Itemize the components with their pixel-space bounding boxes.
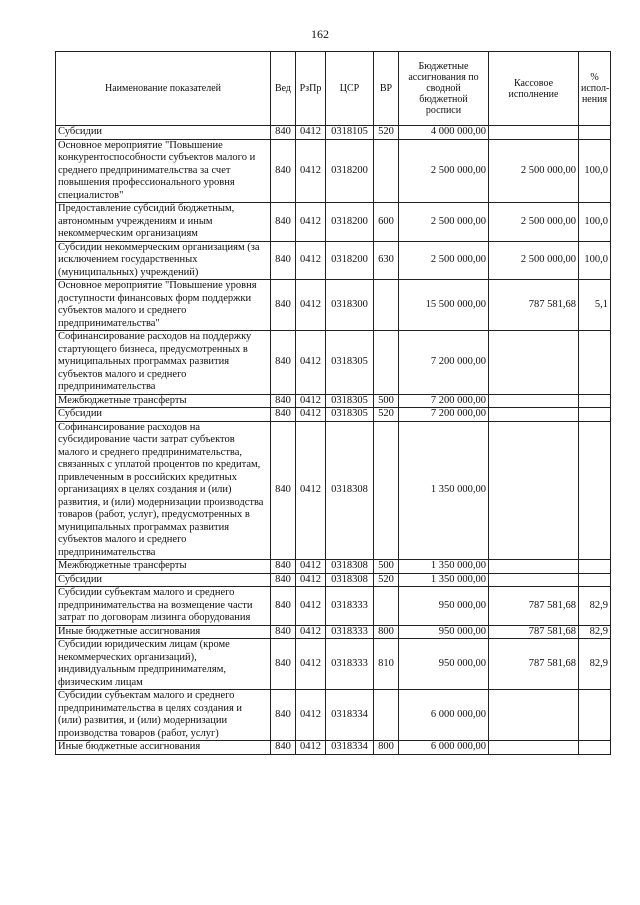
cell-vr [374,690,399,741]
cell-vr: 500 [374,394,399,408]
table-row [56,741,611,755]
cell-csr: 0318333 [326,587,374,626]
cell-rzpr: 0412 [296,741,326,755]
cell-cash [489,741,579,755]
cell-cash: 787 581,68 [489,639,579,690]
cell-percent: 100,0 [579,139,611,203]
cell-rzpr: 0412 [296,639,326,690]
cell-amount: 950 000,00 [399,587,489,626]
cell-cash [489,394,579,408]
table-row [56,241,611,280]
cell-cash [489,126,579,140]
cell-vr: 800 [374,625,399,639]
cell-ved: 840 [271,331,296,395]
cell-csr: 0318105 [326,126,374,140]
cell-name: Софинансирование расходов на поддержку стартующего бизнеса, предусмотренных в муниципальных программах развития субъектов малого и среднего предпринимательства [56,331,271,395]
cell-amount: 1 350 000,00 [399,560,489,574]
cell-vr [374,587,399,626]
cell-amount: 1 350 000,00 [399,421,489,560]
header-csr: ЦСР [326,52,374,126]
cell-ved: 840 [271,241,296,280]
cell-vr: 630 [374,241,399,280]
cell-rzpr: 0412 [296,394,326,408]
cell-vr: 500 [374,560,399,574]
table-header-row [56,52,611,126]
cell-csr: 0318305 [326,408,374,422]
cell-cash [489,331,579,395]
cell-cash [489,408,579,422]
cell-rzpr: 0412 [296,587,326,626]
cell-ved: 840 [271,203,296,242]
cell-cash [489,690,579,741]
cell-rzpr: 0412 [296,408,326,422]
header-percent: % испол-нения [579,52,611,126]
table-row [56,573,611,587]
cell-csr: 0318308 [326,560,374,574]
cell-percent [579,126,611,140]
table-row [56,587,611,626]
cell-amount: 2 500 000,00 [399,203,489,242]
cell-rzpr: 0412 [296,625,326,639]
cell-ved: 840 [271,625,296,639]
cell-percent [579,421,611,560]
cell-name: Межбюджетные трансферты [56,560,271,574]
cell-percent: 82,9 [579,625,611,639]
cell-amount: 4 000 000,00 [399,126,489,140]
cell-cash: 787 581,68 [489,280,579,331]
cell-name: Субсидии субъектам малого и среднего предпринимательства в целях создания и (или) развития, и (или) модернизации производства товаров (работ, услуг) [56,690,271,741]
cell-amount: 6 000 000,00 [399,690,489,741]
cell-vr: 520 [374,126,399,140]
table-row [56,331,611,395]
cell-cash: 2 500 000,00 [489,203,579,242]
cell-percent: 5,1 [579,280,611,331]
cell-name: Субсидии субъектам малого и среднего предпринимательства на возмещение части затрат по договорам лизинга оборудования [56,587,271,626]
table-row [56,408,611,422]
table-row [56,203,611,242]
cell-csr: 0318334 [326,690,374,741]
cell-csr: 0318200 [326,203,374,242]
cell-amount: 7 200 000,00 [399,394,489,408]
cell-csr: 0318305 [326,331,374,395]
cell-ved: 840 [271,560,296,574]
table-row [56,690,611,741]
table-row [56,625,611,639]
cell-amount: 950 000,00 [399,639,489,690]
budget-table [55,51,611,755]
cell-cash: 2 500 000,00 [489,139,579,203]
cell-percent [579,560,611,574]
cell-percent [579,408,611,422]
cell-ved: 840 [271,126,296,140]
cell-name: Основное мероприятие "Повышение конкурентоспособности субъектов малого и среднего предпринимательства за счет повышения профессионального уровня специалистов" [56,139,271,203]
cell-vr: 810 [374,639,399,690]
cell-ved: 840 [271,573,296,587]
cell-ved: 840 [271,421,296,560]
cell-vr: 520 [374,408,399,422]
table-row [56,560,611,574]
cell-rzpr: 0412 [296,421,326,560]
cell-ved: 840 [271,139,296,203]
cell-percent [579,690,611,741]
cell-ved: 840 [271,639,296,690]
cell-ved: 840 [271,690,296,741]
cell-amount: 7 200 000,00 [399,331,489,395]
cell-vr [374,421,399,560]
cell-amount: 2 500 000,00 [399,139,489,203]
cell-rzpr: 0412 [296,573,326,587]
cell-name: Межбюджетные трансферты [56,394,271,408]
header-name: Наименование показателей [56,52,271,126]
cell-csr: 0318305 [326,394,374,408]
header-ved: Вед [271,52,296,126]
cell-rzpr: 0412 [296,690,326,741]
header-cash: Кассовое исполнение [489,52,579,126]
cell-csr: 0318333 [326,625,374,639]
cell-name: Субсидии [56,408,271,422]
cell-name: Софинансирование расходов на субсидирование части затрат субъектов малого и среднего предпринимательства, связанных с уплатой процентов по кредитам, привлеченным в российских кредитных организациях в целях создания и (или) развития, и (или) модернизации производства товаров (работ, услуг), предусмотренных в муниципальных программах развития субъектов малого и среднего предпринимательства [56,421,271,560]
cell-csr: 0318333 [326,639,374,690]
cell-vr [374,331,399,395]
cell-ved: 840 [271,741,296,755]
cell-cash: 787 581,68 [489,587,579,626]
table-row [56,126,611,140]
cell-cash [489,573,579,587]
cell-name: Субсидии некоммерческим организациям (за исключением государственных (муниципальных) учреждений) [56,241,271,280]
table-body [56,126,611,755]
cell-rzpr: 0412 [296,560,326,574]
cell-csr: 0318300 [326,280,374,331]
cell-ved: 840 [271,587,296,626]
cell-percent [579,573,611,587]
cell-ved: 840 [271,394,296,408]
table-row [56,639,611,690]
cell-cash: 787 581,68 [489,625,579,639]
cell-vr: 520 [374,573,399,587]
cell-vr [374,139,399,203]
cell-name: Субсидии [56,573,271,587]
cell-amount: 2 500 000,00 [399,241,489,280]
cell-rzpr: 0412 [296,126,326,140]
cell-vr: 800 [374,741,399,755]
cell-name: Субсидии [56,126,271,140]
table-row [56,421,611,560]
cell-percent [579,741,611,755]
cell-cash: 2 500 000,00 [489,241,579,280]
cell-percent [579,331,611,395]
cell-amount: 1 350 000,00 [399,573,489,587]
table-row [56,280,611,331]
cell-ved: 840 [271,408,296,422]
table-row [56,139,611,203]
cell-vr [374,280,399,331]
cell-vr: 600 [374,203,399,242]
cell-amount: 7 200 000,00 [399,408,489,422]
cell-rzpr: 0412 [296,139,326,203]
cell-name: Основное мероприятие "Повышение уровня доступности финансовых форм поддержки субъектов малого и среднего предпринимательства" [56,280,271,331]
header-vr: ВР [374,52,399,126]
cell-csr: 0318308 [326,421,374,560]
cell-percent: 82,9 [579,639,611,690]
cell-name: Иные бюджетные ассигнования [56,741,271,755]
header-rzpr: РзПр [296,52,326,126]
cell-cash [489,560,579,574]
cell-rzpr: 0412 [296,203,326,242]
cell-amount: 15 500 000,00 [399,280,489,331]
cell-amount: 6 000 000,00 [399,741,489,755]
page-number: 162 [311,27,329,41]
cell-percent: 100,0 [579,203,611,242]
cell-name: Предоставление субсидий бюджетным, автономным учреждениям и иным некоммерческим организациям [56,203,271,242]
cell-rzpr: 0412 [296,331,326,395]
table-row [56,394,611,408]
cell-csr: 0318200 [326,139,374,203]
cell-rzpr: 0412 [296,241,326,280]
cell-csr: 0318200 [326,241,374,280]
cell-rzpr: 0412 [296,280,326,331]
cell-cash [489,421,579,560]
cell-amount: 950 000,00 [399,625,489,639]
cell-name: Субсидии юридическим лицам (кроме некоммерческих организаций), индивидуальным предпринимателям, физическим лицам [56,639,271,690]
cell-percent [579,394,611,408]
cell-csr: 0318308 [326,573,374,587]
cell-name: Иные бюджетные ассигнования [56,625,271,639]
cell-csr: 0318334 [326,741,374,755]
cell-ved: 840 [271,280,296,331]
header-amount: Бюджетные ассигнования по сводной бюджетной росписи [399,52,489,126]
cell-percent: 100,0 [579,241,611,280]
cell-percent: 82,9 [579,587,611,626]
